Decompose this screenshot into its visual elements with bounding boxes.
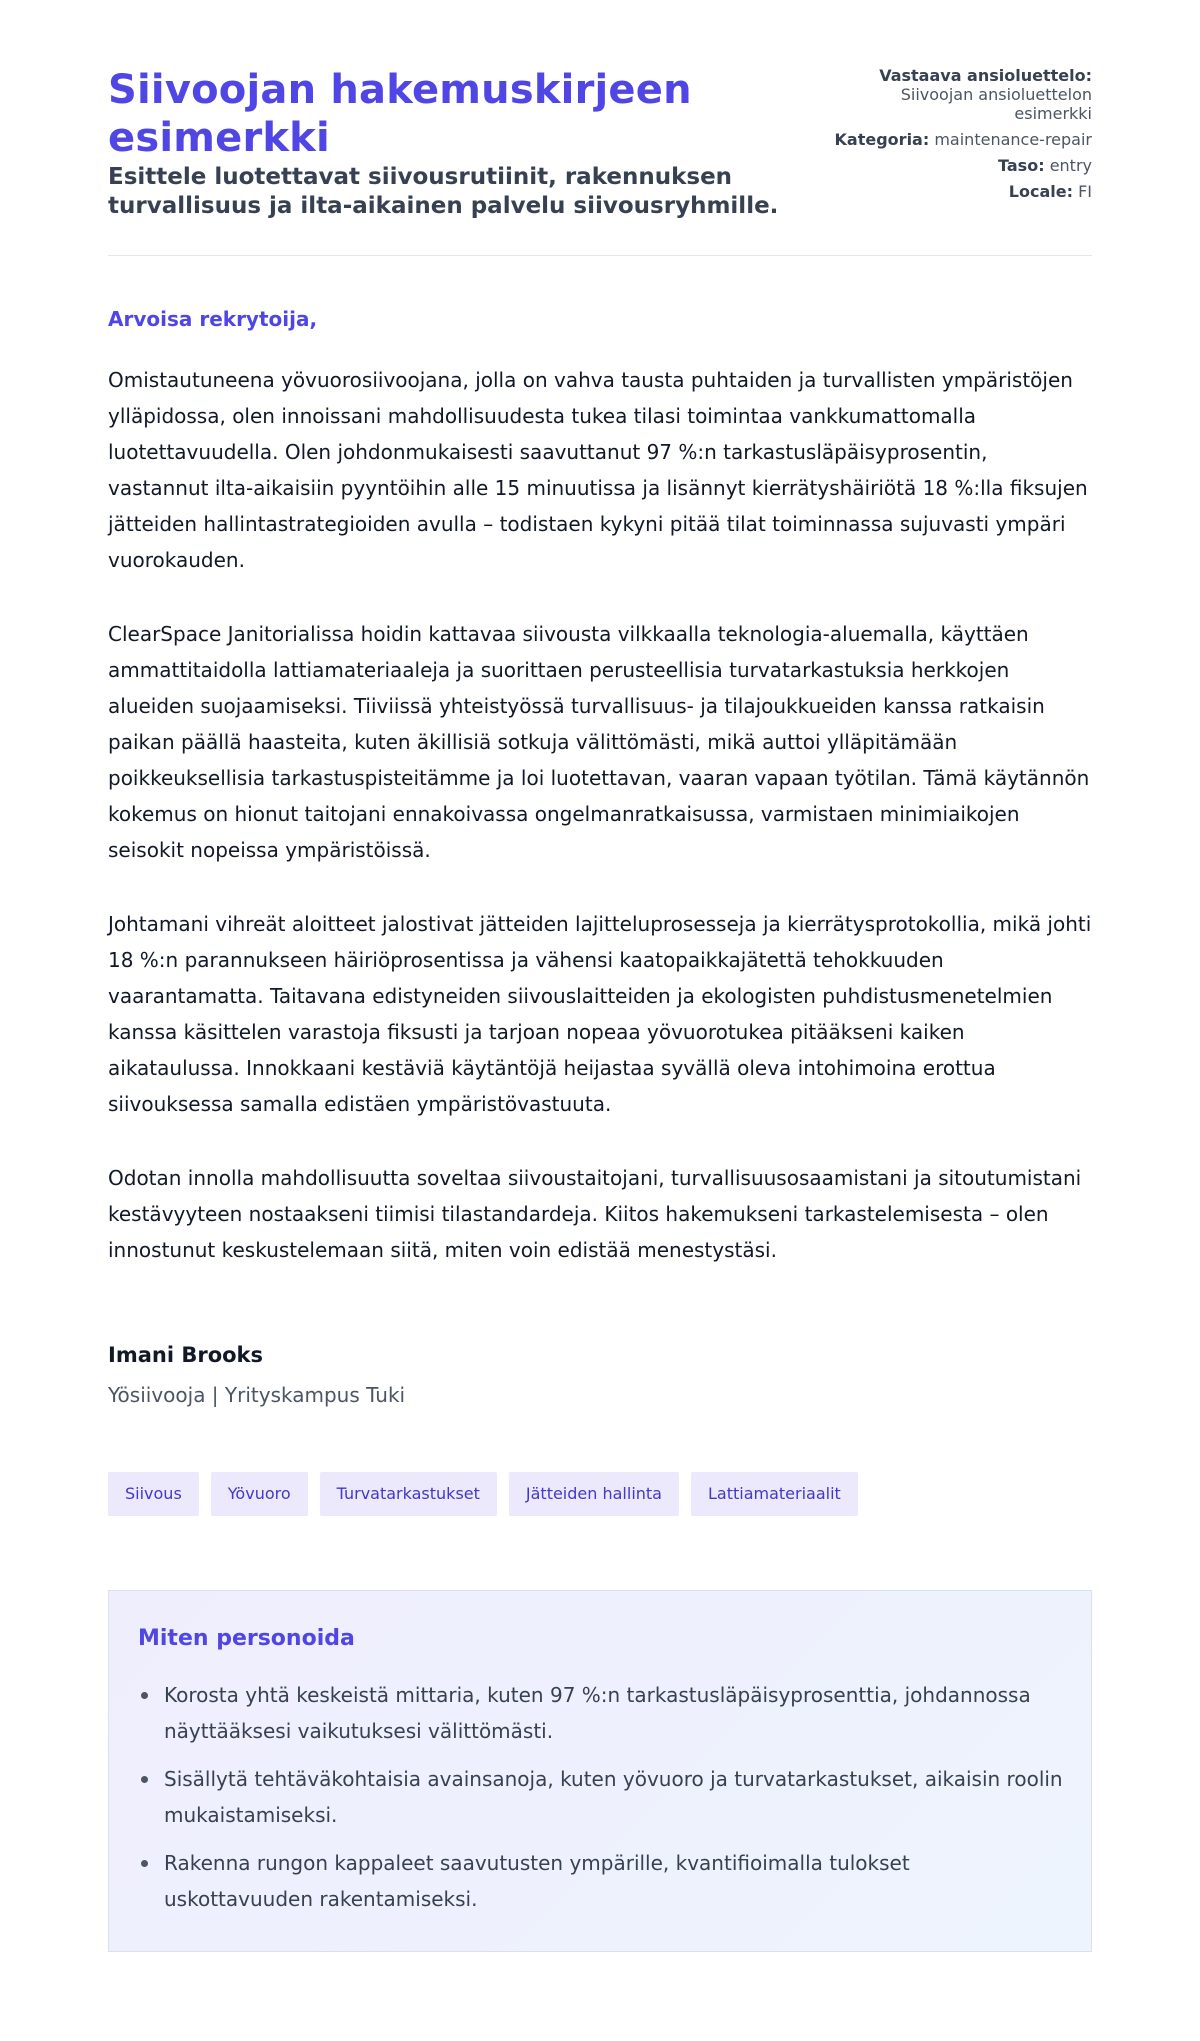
tip-item — [138, 1677, 1063, 1749]
meta-level-value: entry — [1049, 156, 1092, 175]
signature-block — [108, 1342, 1092, 1408]
meta-panel — [832, 66, 1092, 208]
page-subtitle: Esittele luotettavat siivousrutiinit, rakennuksen turvallisuus ja ilta-aikainen palvelu siivousryhmille. — [108, 164, 779, 219]
tag-turvatarkastukset: Turvatarkastukset — [320, 1472, 497, 1516]
letter-greeting: Arvoisa rekrytoija, — [108, 307, 318, 331]
tip-item — [138, 1845, 1063, 1917]
tips-title: Miten personoida — [138, 1626, 355, 1651]
bullet-icon — [141, 1860, 148, 1867]
letter-paragraph: Johtamani vihreät aloitteet jalostivat jätteiden lajitteluprosesseja ja kierrätysprotokollia, mikä johti 18 %:n parannukseen häiriöprosentissa ja vähensi kaatopaikkajätettä tehokkuuden vaarantamatta. Taitavana edistyneiden siivouslaitteiden ja ekologisten puhdistusmenetelmien kanssa käsittelen varastoja fiksusti ja tarjoan nopeaa yövuorotukea pitääkseni kaiken aikataulussa. Innokkaani kestäviä käytäntöjä heijastaa syvällä oleva intohimoina erottua siivouksessa samalla edistäen ympäristövastuuta. — [108, 912, 1092, 1116]
letter-body — [108, 306, 1092, 1408]
tip-text: Sisällytä tehtäväkohtaisia avainsanoja, kuten yövuoro ja turvatarkastukset, aikaisin roolin mukaistamiseksi. — [164, 1767, 1063, 1827]
tag-lattiamateriaalit: Lattiamateriaalit — [691, 1472, 858, 1516]
letter-paragraph: Odotan innolla mahdollisuutta soveltaa siivoustaitojani, turvallisuusosaamistani ja sitoutumistani kestävyyteen nostaakseni tiimisi tilastandardeja. Kiitos hakemukseni tarkastelemisesta – olen innostunut keskustelemaan siitä, miten voin edistää menestystäsi. — [108, 1166, 1082, 1262]
meta-category — [832, 130, 1092, 149]
meta-category-value: maintenance-repair — [934, 130, 1092, 149]
meta-level — [832, 156, 1092, 175]
meta-locale-label: Locale: — [1008, 182, 1073, 201]
tip-item — [138, 1761, 1063, 1833]
meta-related-resume — [832, 66, 1092, 123]
page-header — [108, 66, 1092, 256]
tag-jatteiden-hallinta: Jätteiden hallinta — [509, 1472, 679, 1516]
tip-text: Rakenna rungon kappaleet saavutusten ympärille, kvantifioimalla tulokset uskottavuuden rakentamiseksi. — [164, 1851, 910, 1911]
title-block — [108, 66, 828, 221]
letter-paragraph: ClearSpace Janitorialissa hoidin kattavaa siivousta vilkkaalla teknologia-aluemalla, käyttäen ammattitaidolla lattiamateriaaleja ja suorittaen perusteellisia turvatarkastuksia herkkojen alueiden suojaamiseksi. Tiiviissä yhteistyössä turvallisuus- ja tilajoukkueiden kanssa ratkaisin paikan päällä haasteita, kuten äkillisiä sotkuja välittömästi, mikä auttoi ylläpitämään poikkeuksellisia tarkastuspisteitämme ja loi luotettavan, vaaran vapaan työtilan. Tämä käytännön kokemus on hionut taitojani ennakoivassa ongelmanratkaisussa, varmistaen minimiaikojen seisokit nopeissa ympäristöissä. — [108, 622, 1090, 862]
bullet-icon — [141, 1776, 148, 1783]
signature-name: Imani Brooks — [108, 1343, 264, 1367]
tips-list — [138, 1677, 1063, 1917]
meta-resume-label: Vastaava ansioluettelo: — [879, 66, 1092, 85]
letter-paragraph: Omistautuneena yövuorosiivoojana, jolla on vahva tausta puhtaiden ja turvallisten ympäristöjen ylläpidossa, olen innoissani mahdollisuudesta tukea tilasi toimintaa vankkumattomalla luotettavuudella. Olen johdonmukaisesti saavuttanut 97 %:n tarkastusläpäisyprosentin, vastannut ilta-aikaisiin pyyntöihin alle 15 minuutissa ja lisännyt kierrätyshäiriötä 18 %:lla fiksujen jätteiden hallintastrategioiden avulla – todistaen kykyni pitää tilat toiminnassa sujuvasti ympäri vuorokauden. — [108, 368, 1088, 572]
signature-role: Yösiivooja | Yrityskampus Tuki — [108, 1383, 406, 1407]
meta-locale — [832, 182, 1092, 201]
tag-yovuoro: Yövuoro — [211, 1472, 308, 1516]
tag-siivous: Siivous — [108, 1472, 199, 1516]
skill-tags — [108, 1472, 1092, 1516]
meta-locale-value: FI — [1078, 182, 1092, 201]
personalization-tips-card — [108, 1590, 1092, 1952]
meta-category-label: Kategoria: — [834, 130, 930, 149]
meta-level-label: Taso: — [998, 156, 1045, 175]
meta-resume-value: Siivoojan ansioluettelon esimerkki — [900, 85, 1092, 123]
page-title: Siivoojan hakemuskirjeen esimerkki — [108, 67, 692, 161]
bullet-icon — [141, 1692, 148, 1699]
tip-text: Korosta yhtä keskeistä mittaria, kuten 97 %:n tarkastusläpäisyprosenttia, johdannossa näyttääksesi vaikutuksesi välittömästi. — [164, 1683, 1031, 1743]
